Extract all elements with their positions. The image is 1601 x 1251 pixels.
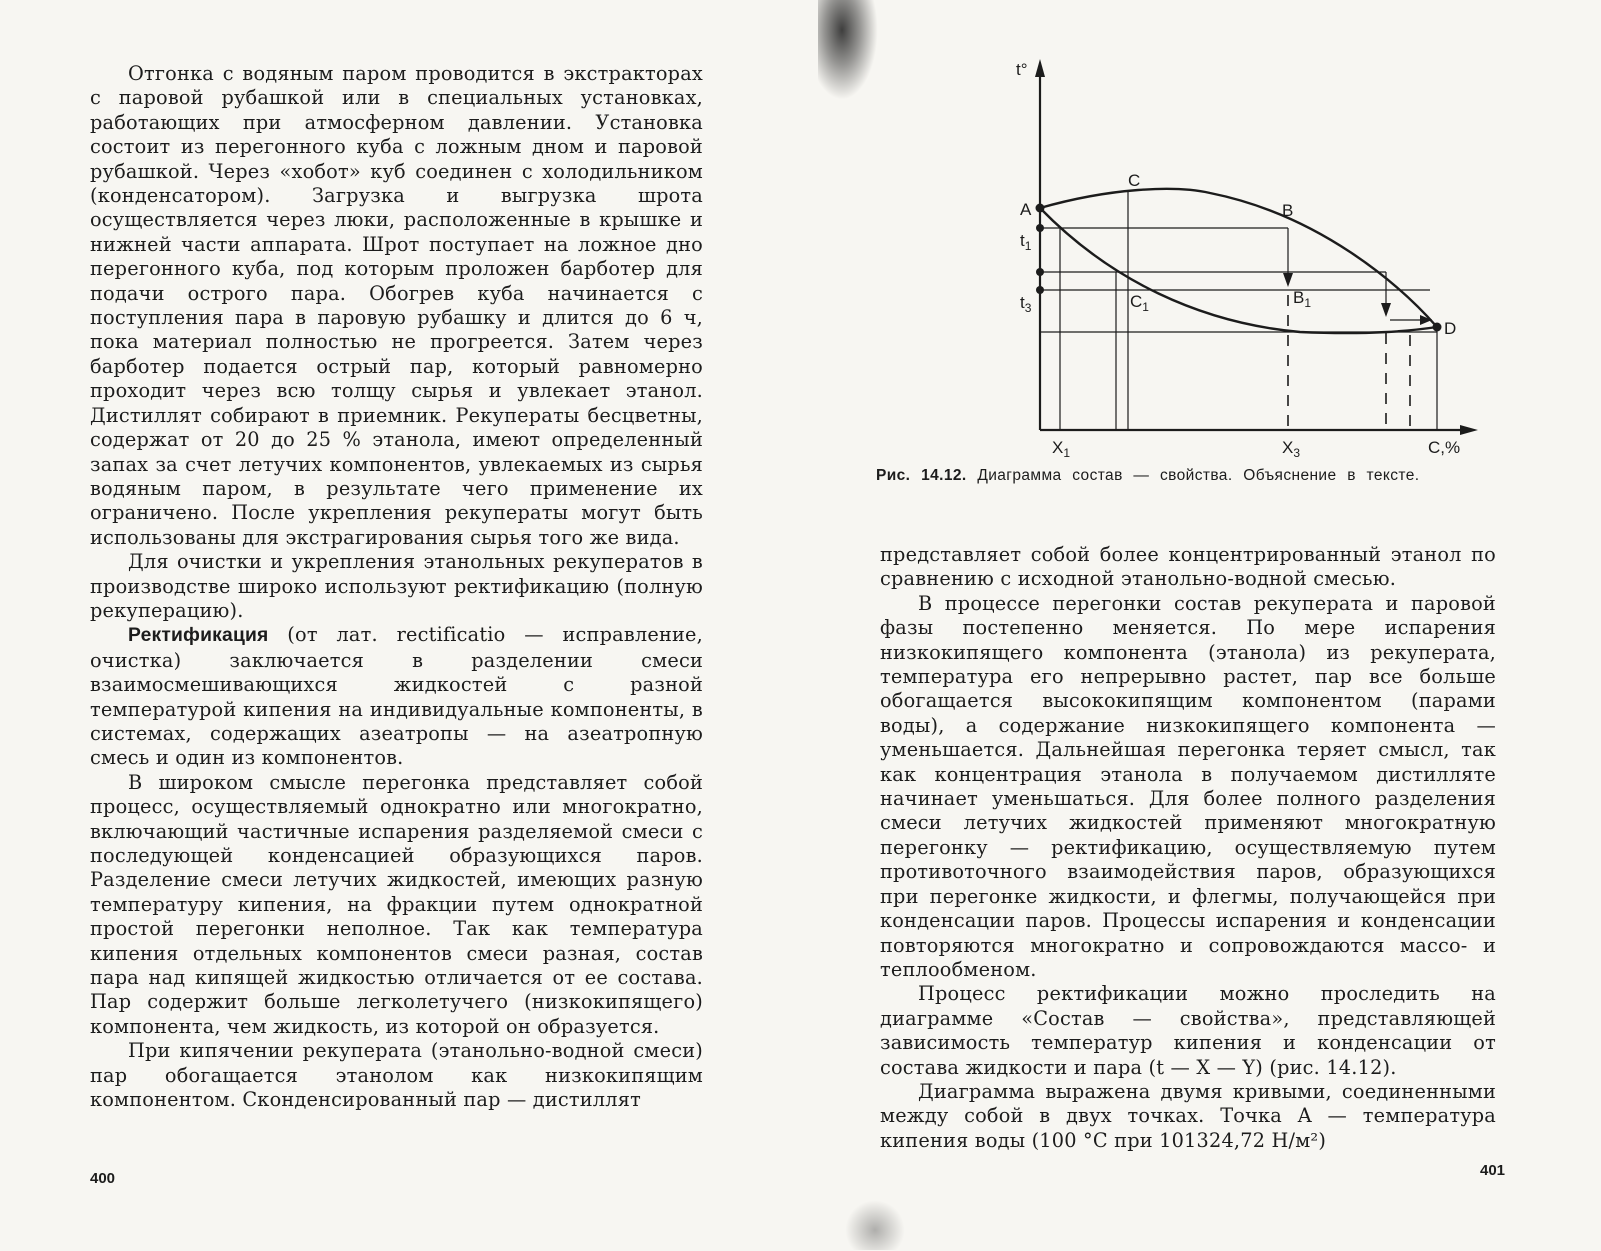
term-rectification: Ректификация [128,625,269,647]
figure-caption-text: Диаграмма состав — свойства. Объяснение в тексте. [966,467,1420,484]
phase-diagram [1000,55,1500,465]
label-c: C [1128,171,1141,190]
paragraph: представляет собой более концентрированный этанол по сравнению с исходной этанольно-водной смесью. [880,543,1496,591]
axis-point [1036,268,1044,276]
tick-label-t3: $t_3$ [1020,293,1032,315]
label-c1: $C_1$ [1130,292,1149,314]
figure-caption [876,467,1496,485]
paragraph: В процессе перегонки состав рекуперата и паровой фазы постепенно меняется. По мере испарения низкокипящего компонента (этанола) из рекуперата, температура его непрерывно растет, пар все больше обогащается высококипящим компонентом (парами воды), а содержание низкокипящего компонента — уменьшается. Дальнейшая перегонка теряет смысл, так как концентрация этанола в получаемом дистилляте начинает уменьшаться. Для более полного разделения смеси летучих жидкостей применяют многократную перегонку — ректификацию, осуществляемую путем противоточного взаимодействия паров, образующихся при перегонке жидкости, и флегмы, получающейся при конденсации паров. Процессы испарения и конденсации повторяются многократно и сопровождаются массо- и теплообменом. [880,591,1496,981]
phase-diagram-svg [1000,55,1500,465]
label-d: D [1444,319,1457,338]
label-b: B [1282,201,1294,220]
paragraph: В широком смысле перегонка представляет собой процесс, осуществляемый однократно или многократно, включающий частичные испарения разделяемой смеси с последующей конденсацией образующихся паров. Разделение смеси летучих жидкостей, имеющих разную температуру кипения, на фракции путем однократной простой перегонки неполное. Так как температура кипения отдельных компонентов смеси разная, состав пара над кипящей жидкостью отличается от ее состава. Пар содержит больше легколетучего (низкокипящего) компонента, чем жидкость, из которой он образуется. [90,770,703,1038]
arrow-down-icon [1283,273,1293,287]
y-axis-label: t° [1016,60,1028,79]
paragraph: Диаграмма выражена двумя кривыми, соединенными между собой в двух точках. Точка A — температура кипения воды (100 °C при 101324,72 Н/м²) [880,1079,1496,1152]
paragraph: Для очистки и укрепления этанольных рекуператов в производстве широко используют ректификацию (полную рекуперацию). [90,550,703,622]
tick-label-t1: $t_1$ [1020,231,1032,253]
label-b1: $B_1$ [1293,288,1312,310]
paragraph: Процесс ректификации можно проследить на диаграмме «Состав — свойства», представляющей зависимость температур кипения и конденсации от состава жидкости и пара (t — X — Y) (рис. 14.12). [880,982,1496,1079]
x-axis-arrow [1460,425,1478,435]
left-page-text [90,62,703,1112]
point-a [1036,204,1045,213]
figure-number: Рис. 14.12. [876,467,967,484]
page-number: 400 [90,1170,116,1187]
axis-point [1036,224,1044,232]
arrow-down-icon [1381,303,1391,317]
x-axis-label: C,% [1428,438,1461,457]
paragraph: При кипячении рекуперата (этанольно-водной смеси) пар обогащается этанолом как низкокипящим компонентом. Сконденсированный пар — дистиллят [90,1039,703,1112]
paragraph: Ректификация (от лат. rectificatio — исправление, очистка) заключается в разделении смеси взаимосмешивающихся жидкостей с разной температурой кипения на индивидуальные компоненты, в системах, содержащих азеатропы — на азеатропную смесь и один из компонентов. [90,623,703,770]
left-page [0,0,800,1251]
axis-point [1036,286,1044,294]
label-a: A [1020,200,1032,219]
page-number: 401 [1480,1162,1506,1179]
right-page-text [880,543,1496,1153]
paragraph: Отгонка с водяным паром проводится в экстракторах с паровой рубашкой или в специальных установках, работающих при атмосферном давлении. Установка состоит из перегонного куба с ложным дном и паровой рубашкой. Через «хобот» куб соединен с холодильником (конденсатором). Загрузка и выгрузка шрота осуществляется через люки, расположенные в крышке и нижней части аппарата. Шрот поступает на ложное дно перегонного куба, под которым проложен барботер для подачи острого пара. Обогрев куба начинается с поступления пара в паровую рубашку и длится до 6 ч, пока материал полностью не прогреется. Затем через барботер подается острый пар, который равномерно проходит через всю толщу сырья и увлекает этанол. Дистиллят собирают в приемник. Рекуператы бесцветны, содержат от 20 до 25 % этанола, имеют определенный запах за счет летучих компонентов, увлекаемых из сырья водяным паром, в результате чего применение их ограничено. После укрепления рекуператы могут быть использованы для экстрагирования сырья того же вида. [90,62,703,549]
point-d [1433,323,1442,332]
y-axis-arrow [1035,59,1045,77]
tick-label-x3: $X_3$ [1282,438,1301,460]
tick-label-x1: $X_1$ [1052,438,1071,460]
